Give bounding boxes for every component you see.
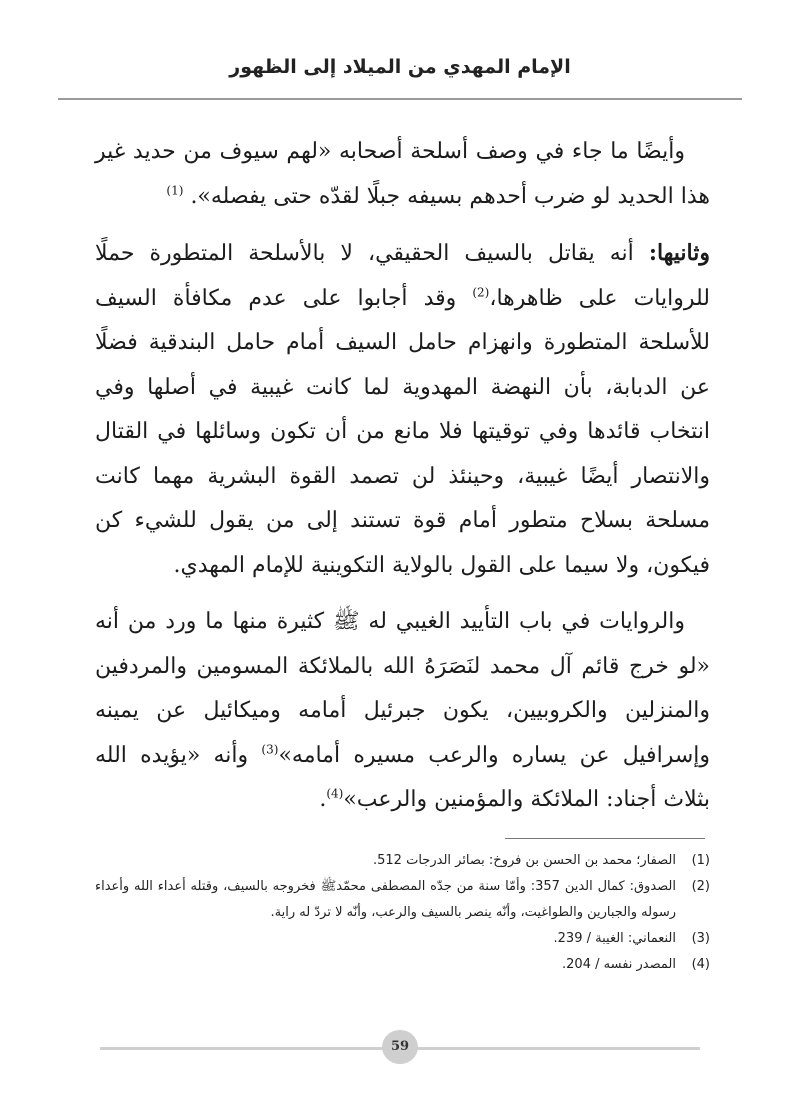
paragraph-3-end: . bbox=[319, 787, 327, 812]
running-header-title: الإمام المهدي من الميلاد إلى الظهور bbox=[229, 56, 571, 78]
footnotes bbox=[95, 848, 710, 978]
footnote-ref-3[interactable]: (3) bbox=[261, 742, 279, 757]
main-text bbox=[95, 130, 710, 835]
paragraph-2 bbox=[95, 231, 710, 588]
footnote-item bbox=[95, 926, 710, 952]
footnote-text: النعماني: الغيبة / 239. bbox=[553, 931, 676, 946]
paragraph-1-text: وأيضًا ما جاء في وصف أسلحة أصحابه «لهم سيوف من حديد غير هذا الحديد لو ضرب أحدهم بسيفه جبلًا لقدّه حتى يفصله». bbox=[95, 139, 710, 209]
footnote-number: (1) bbox=[691, 853, 710, 868]
paragraph-2-text-b: وقد أجابوا على عدم مكافأة السيف للأسلحة المتطورة وانهزام حامل السيف أمام حامل البندقية فضلًا عن الدبابة، بأن النهضة المهدوية لما كانت غيبية في أصلها وفي انتخاب قائدها وفي توقيتها فلا مانع من أن تكون وسائلها في القتال والانتصار أيضًا غيبية، وحينئذ لن تصمد القوة البشرية مهما كانت مسلحة بسلاح متطور أمام قوة تستند إلى من يقول للشيء كن فيكون، ولا سيما على القول بالولاية التكوينية للإمام المهدي. bbox=[95, 285, 710, 578]
footnote-text: المصدر نفسه / 204. bbox=[562, 957, 676, 972]
paragraph-3-text-a: والروايات في باب التأييد الغيبي له ﷺ كثيرة منها ما ورد من أنه «لو خرج قائم آل محمد لنَصَرَهُ الله بالملائكة المسومين والمردفين والمنزلين والكروبيين، يكون جبرئيل أمامه وميكائيل عن يمينه وإسرافيل عن يساره والرعب مسيره أمامه» bbox=[95, 609, 710, 768]
footnote-number: (4) bbox=[691, 957, 710, 972]
footnote-number: (3) bbox=[691, 931, 710, 946]
footnote-text: الصدوق: كمال الدين 357: وأمّا سنة من جدّه المصطفى محمّدﷺ فخروجه بالسيف، وقتله أعداء الله وأعداء رسوله والجبارين والطواغيت، وأنّه ينصر بالسيف والرعب، وأنّه لا تردّ له راية. bbox=[95, 879, 676, 920]
paragraph-1 bbox=[95, 130, 710, 219]
footnote-separator bbox=[505, 838, 705, 839]
footnote-text: الصفار؛ محمد بن الحسن بن فروخ: بصائر الدرجات 512. bbox=[373, 853, 676, 868]
header-divider bbox=[58, 98, 742, 100]
footnote-item bbox=[95, 848, 710, 874]
page-number: 59 bbox=[382, 1030, 418, 1064]
paragraph-2-text-a: أنه يقاتل بالسيف الحقيقي، لا بالأسلحة المتطورة حملًا للروايات على ظاهرها، bbox=[95, 241, 710, 311]
footnote-number: (2) bbox=[691, 879, 710, 894]
footnote-item bbox=[95, 874, 710, 926]
footnote-ref-1[interactable]: (1) bbox=[166, 183, 184, 198]
paragraph-2-lead: وثانيها: bbox=[648, 240, 711, 266]
footnote-item bbox=[95, 952, 710, 978]
paragraph-3-text-b: وأنه «يؤيده الله بثلاث أجناد: الملائكة والمؤمنين والرعب» bbox=[95, 742, 710, 812]
paragraph-3 bbox=[95, 600, 710, 823]
footnote-ref-2[interactable]: (2) bbox=[472, 285, 490, 300]
footnote-ref-4[interactable]: (4) bbox=[326, 786, 344, 801]
